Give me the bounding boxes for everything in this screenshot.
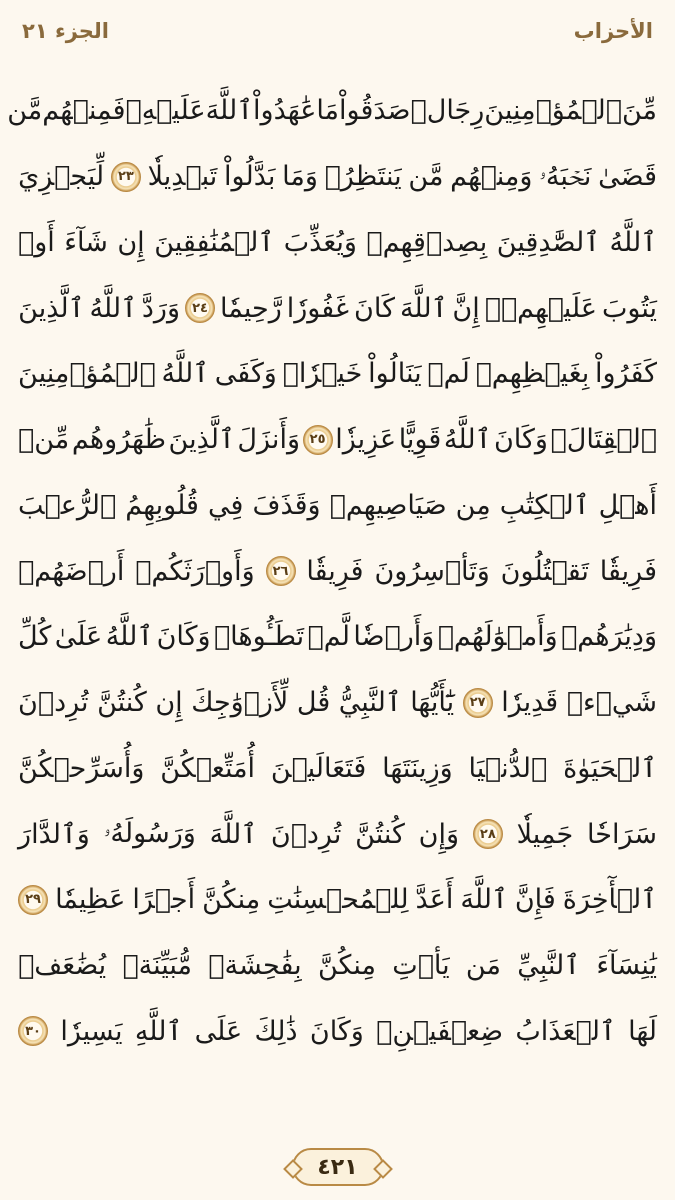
word: لَمۡ bbox=[427, 358, 470, 390]
word: وَأَوۡرَثَكُمۡ bbox=[135, 555, 255, 587]
word: فَرِيقٗا bbox=[306, 555, 364, 587]
word: قَوِيًّا bbox=[398, 424, 442, 456]
word: مِنكُنَّ bbox=[202, 884, 261, 916]
word: أَعَدَّ bbox=[415, 884, 454, 916]
word: تَقۡتُلُونَ bbox=[500, 555, 589, 587]
text-line bbox=[18, 933, 657, 999]
text-line bbox=[18, 801, 657, 867]
word: يَنتَظِرُۖ bbox=[324, 161, 402, 193]
word: وَٱلدَّارَ bbox=[18, 818, 90, 850]
word: وَأَمۡوَٰلَهُمۡ bbox=[437, 621, 558, 653]
word: ٱللَّهِ bbox=[134, 1015, 183, 1047]
word: وَإِن bbox=[418, 818, 460, 850]
word: تُرِدۡنَ bbox=[270, 818, 342, 850]
word: رِجَالٞ bbox=[410, 95, 485, 127]
word: وَأَرۡضٗا bbox=[353, 621, 435, 653]
word: قُلُوبِهِمُ bbox=[125, 489, 199, 521]
word: عَلَى bbox=[194, 1015, 243, 1047]
word: عَلَىٰ bbox=[54, 621, 103, 653]
word: ضِعۡفَيۡنِۚ bbox=[376, 1015, 504, 1047]
surah-name: الأحزاب bbox=[573, 19, 653, 43]
word: لَهَا bbox=[628, 1015, 657, 1047]
page-header bbox=[0, 0, 675, 62]
word: وَكَفَى bbox=[214, 358, 277, 390]
word: مِنكُنَّ bbox=[317, 950, 377, 982]
ayah-number-marker: ٢٣ bbox=[111, 162, 141, 192]
page-number: ٤٢١ bbox=[317, 1154, 358, 1180]
text-line bbox=[18, 144, 657, 210]
word: وَزِينَتَهَا bbox=[382, 752, 453, 784]
word: وَكَانَ bbox=[309, 1015, 364, 1047]
ayah-number-marker: ٢٧ bbox=[463, 688, 493, 718]
word: كُنتُنَّ bbox=[355, 818, 405, 850]
word: كُلِّ bbox=[18, 621, 52, 653]
word: بِفَٰحِشَةٖ bbox=[208, 950, 302, 982]
word: عَظِيمٗا bbox=[55, 884, 126, 916]
word: عَٰهَدُواْ bbox=[253, 95, 317, 127]
word: أَرۡضَهُمۡ bbox=[18, 555, 125, 587]
word: وَمِنۡهُم bbox=[450, 161, 533, 193]
word: ٱلَّذِينَ bbox=[18, 292, 85, 324]
juz-label: الجزء ٢١ bbox=[22, 19, 109, 43]
word: وَكَانَ bbox=[156, 621, 211, 653]
word: عَلَيۡهِۖ bbox=[125, 95, 206, 127]
word: كُنتُنَّ bbox=[97, 687, 147, 719]
word: عَلَيۡهِمۡۚ bbox=[484, 292, 597, 324]
ayah-number-marker: ٣٠ bbox=[18, 1016, 48, 1046]
word: ذَٰلِكَ bbox=[254, 1015, 298, 1047]
word: ٱلَّذِينَ bbox=[168, 424, 235, 456]
word: كَانَ bbox=[354, 292, 395, 324]
word: ٱللَّهُ bbox=[161, 358, 209, 390]
text-line bbox=[18, 210, 657, 276]
word: ٱلۡكِتَٰبِ bbox=[499, 489, 590, 521]
text-line bbox=[18, 538, 657, 604]
word: سَرَاحٗا bbox=[587, 818, 657, 850]
word: تُرِدۡنَ bbox=[18, 687, 89, 719]
word: تَبۡدِيلٗا bbox=[147, 161, 218, 193]
word: ٱلصَّٰدِقِينَ bbox=[496, 226, 601, 258]
word: شَيۡءٖ bbox=[566, 687, 657, 719]
word: وَيُعَذِّبَ bbox=[283, 226, 357, 258]
word: يَٰٓأَيُّهَا bbox=[410, 687, 455, 719]
word: يَسِيرٗا bbox=[60, 1015, 123, 1047]
word: مِن bbox=[455, 489, 491, 521]
word: ظَٰهَرُوهُم bbox=[71, 424, 166, 456]
text-line bbox=[7, 78, 657, 144]
word: ٱللَّهَ bbox=[205, 95, 254, 127]
word: ٱللَّهَ bbox=[399, 292, 448, 324]
word: ٱللَّهَ bbox=[209, 818, 258, 850]
word: يُضَٰعَفۡ bbox=[18, 950, 107, 982]
word: يَتُوبَ bbox=[601, 292, 657, 324]
word: لِّأَزۡوَٰجِكَ bbox=[191, 687, 289, 719]
text-line bbox=[18, 275, 657, 341]
word: بِغَيۡظِهِمۡ bbox=[475, 358, 590, 390]
word: ٱللَّهَ bbox=[460, 884, 508, 916]
word: إِنَّ bbox=[452, 292, 480, 324]
word: قُل bbox=[296, 687, 331, 719]
word: وَدِيَٰرَهُمۡ bbox=[561, 621, 657, 653]
word: يَنَالُواْ bbox=[368, 358, 422, 390]
word: مَّن bbox=[408, 161, 444, 193]
word: وَرَدَّ bbox=[141, 292, 181, 324]
text-line bbox=[18, 407, 657, 473]
word: وَكَانَ bbox=[493, 424, 548, 456]
word: بَدَّلُواْ bbox=[224, 161, 276, 193]
ayah-number-marker: ٢٥ bbox=[303, 425, 333, 455]
text-line bbox=[18, 604, 657, 670]
word: مَا bbox=[316, 95, 340, 127]
word: إِن bbox=[117, 226, 145, 258]
word: إِن bbox=[155, 687, 183, 719]
word: غَفُورٗا bbox=[286, 292, 350, 324]
text-line bbox=[18, 736, 657, 802]
word: لَّمۡ bbox=[307, 621, 350, 653]
text-line bbox=[18, 341, 657, 407]
word: خَيۡرٗاۚ bbox=[282, 358, 363, 390]
word: لِلۡمُحۡسِنَٰتِ bbox=[267, 884, 409, 916]
ayah-number-marker: ٢٤ bbox=[185, 293, 215, 323]
word: ٱلۡمُؤۡمِنِينَ bbox=[18, 358, 156, 390]
ayah-number-marker: ٢٩ bbox=[18, 885, 48, 915]
word: صَيَاصِيهِمۡ bbox=[329, 489, 447, 521]
word: ٱلدُّنۡيَا bbox=[468, 752, 548, 784]
word: مِّنۡ bbox=[18, 424, 70, 456]
word: كَفَرُواْ bbox=[595, 358, 657, 390]
text-line bbox=[18, 867, 657, 933]
word: وَمَا bbox=[282, 161, 318, 193]
word: ٱللَّهُ bbox=[105, 621, 154, 653]
word: أُمَتِّعۡكُنَّ bbox=[160, 752, 256, 784]
word: صَدَقُواْ bbox=[339, 95, 411, 127]
word: وَأَنزَلَ bbox=[237, 424, 300, 456]
word: أَجۡرًا bbox=[132, 884, 196, 916]
word: يَٰنِسَآءَ bbox=[596, 950, 657, 982]
page-footer bbox=[0, 1145, 675, 1189]
word: ٱلۡعَذَابُ bbox=[515, 1015, 616, 1047]
word: بِصِدۡقِهِمۡ bbox=[366, 226, 488, 258]
word: وَتَأۡسِرُونَ bbox=[374, 555, 490, 587]
word: فَإِنَّ bbox=[514, 884, 556, 916]
word: فَمِنۡهُم bbox=[42, 95, 126, 127]
text-line bbox=[18, 473, 657, 539]
word: وَقَذَفَ bbox=[252, 489, 321, 521]
word: شَآءَ bbox=[64, 226, 108, 258]
word: تَطَـُٔوهَاۚ bbox=[213, 621, 305, 653]
word: ٱلۡمُنَٰفِقِينَ bbox=[154, 226, 275, 258]
word: ٱلۡمُؤۡمِنِينَ bbox=[484, 95, 622, 127]
word: ٱلۡحَيَوٰةَ bbox=[563, 752, 657, 784]
text-line bbox=[18, 670, 657, 736]
word: ٱلۡأٓخِرَةَ bbox=[562, 884, 657, 916]
word: أَوۡ bbox=[18, 226, 55, 258]
word: ٱللَّهُ bbox=[89, 292, 137, 324]
word: ٱلرُّعۡبَ bbox=[18, 489, 117, 521]
word: وَرَسُولَهُۥ bbox=[103, 818, 196, 850]
word: فِي bbox=[208, 489, 244, 521]
ayah-number-marker: ٢٨ bbox=[473, 819, 503, 849]
word: ٱللَّهُ bbox=[443, 424, 492, 456]
quran-page-text bbox=[7, 78, 657, 1130]
word: ٱللَّهُ bbox=[609, 226, 657, 258]
word: فَرِيقٗا bbox=[599, 555, 657, 587]
word: ٱلنَّبِيُّ bbox=[338, 687, 402, 719]
word: مَن bbox=[465, 950, 501, 982]
word: عَزِيزٗا bbox=[335, 424, 397, 456]
word: قَدِيرٗا bbox=[501, 687, 559, 719]
word: يَأۡتِ bbox=[392, 950, 450, 982]
word: ٱلۡقِتَالَۚ bbox=[550, 424, 657, 456]
word: مَّن bbox=[7, 95, 43, 127]
word: رَّحِيمٗا bbox=[220, 292, 282, 324]
ayah-number-marker: ٢٦ bbox=[266, 556, 296, 586]
word: لِّيَجۡزِيَ bbox=[18, 161, 105, 193]
page-number-badge bbox=[292, 1148, 384, 1186]
word: جَمِيلٗا bbox=[516, 818, 574, 850]
word: مِّنَ bbox=[621, 95, 657, 127]
word: نَحۡبَهُۥ bbox=[539, 160, 592, 192]
word: فَتَعَالَيۡنَ bbox=[270, 752, 367, 784]
text-line bbox=[18, 999, 657, 1065]
word: ٱلنَّبِيِّ bbox=[517, 950, 581, 982]
word: مُّبَيِّنَةٖ bbox=[122, 950, 193, 982]
word: أَهۡلِ bbox=[598, 489, 657, 521]
word: قَضَىٰ bbox=[598, 161, 657, 193]
word: وَأُسَرِّحۡكُنَّ bbox=[18, 752, 145, 784]
